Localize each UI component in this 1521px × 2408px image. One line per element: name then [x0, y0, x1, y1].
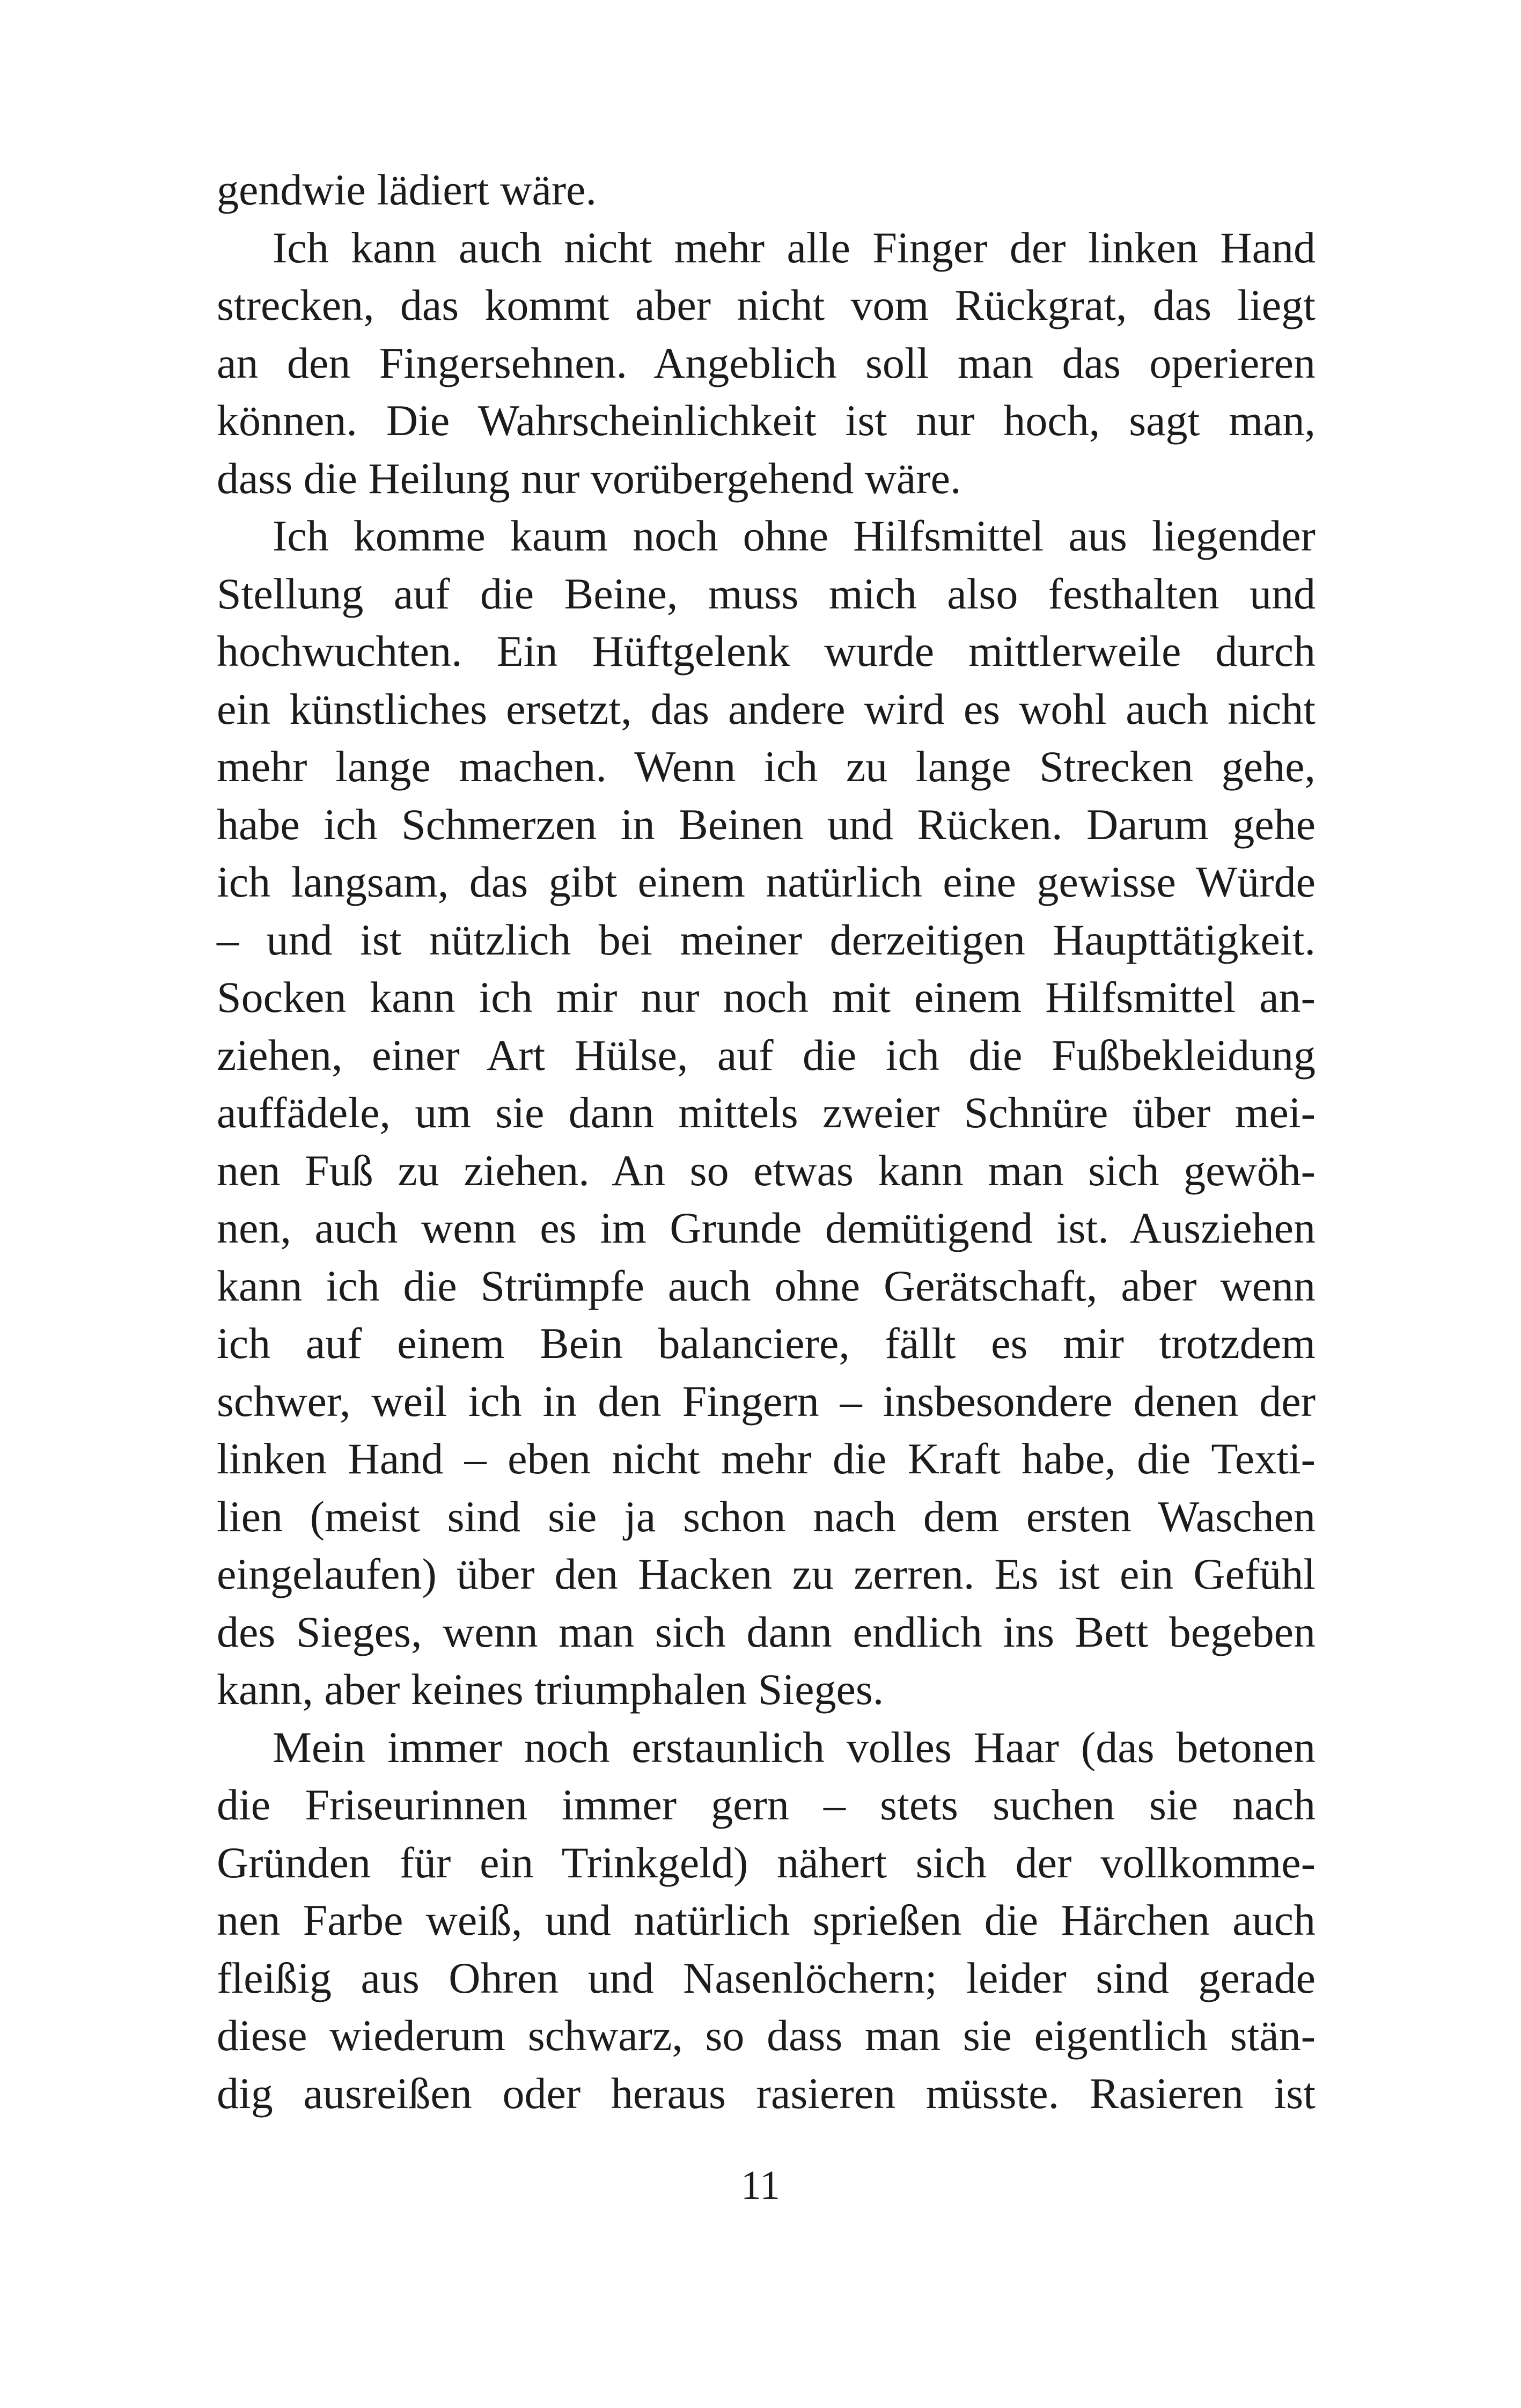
- text-line: auffädele, um sie dann mittels zweier Schnüre über mei-: [217, 1088, 1316, 1137]
- text-line: gendwie lädiert wäre.: [217, 165, 597, 214]
- text-line: ich langsam, das gibt einem natürlich eine gewisse Würde: [217, 857, 1316, 906]
- text-line: diese wiederum schwarz, so dass man sie eigentlich stän-: [217, 2011, 1316, 2060]
- text-line: kann, aber keines triumphalen Sieges.: [217, 1665, 884, 1714]
- text-line: strecken, das kommt aber nicht vom Rückgrat, das liegt: [217, 281, 1316, 329]
- text-line: kann ich die Strümpfe auch ohne Gerätschaft, aber wenn: [217, 1261, 1316, 1310]
- text-line: nen Farbe weiß, und natürlich sprießen die Härchen auch: [217, 1896, 1316, 1944]
- text-line: hochwuchten. Ein Hüftgelenk wurde mittlerweile durch: [217, 627, 1316, 676]
- text-line: des Sieges, wenn man sich dann endlich ins Bett begeben: [217, 1607, 1316, 1656]
- text-line: dass die Heilung nur vorübergehend wäre.: [217, 453, 961, 503]
- text-line: die Friseurinnen immer gern – stets suchen sie nach: [217, 1780, 1316, 1829]
- text-line: an den Fingersehnen. Angeblich soll man das operieren: [217, 338, 1316, 387]
- text-line: mehr lange machen. Wenn ich zu lange Strecken gehe,: [217, 742, 1316, 791]
- text-line: nen, auch wenn es im Grunde demütigend ist. Ausziehen: [217, 1203, 1316, 1252]
- text-line: können. Die Wahrscheinlichkeit ist nur hoch, sagt man,: [217, 396, 1316, 445]
- text-line: Ich kann auch nicht mehr alle Finger der linken Hand: [273, 223, 1316, 272]
- text-line: lien (meist sind sie ja schon nach dem ersten Waschen: [217, 1492, 1316, 1541]
- text-line: ziehen, einer Art Hülse, auf die ich die Fußbekleidung: [217, 1030, 1316, 1080]
- text-line: linken Hand – eben nicht mehr die Kraft habe, die Texti-: [217, 1434, 1316, 1483]
- body-text: [217, 161, 1316, 2122]
- text-line: Ich komme kaum noch ohne Hilfsmittel aus liegender: [273, 511, 1316, 560]
- text-line: Socken kann ich mir nur noch mit einem Hilfsmittel an-: [217, 973, 1316, 1022]
- text-line: ich auf einem Bein balanciere, fällt es mir trotzdem: [217, 1319, 1316, 1368]
- text-line: Mein immer noch erstaunlich volles Haar (das betonen: [273, 1722, 1316, 1772]
- text-line: dig ausreißen oder heraus rasieren müsste. Rasieren ist: [217, 2068, 1316, 2118]
- text-line: schwer, weil ich in den Fingern – insbesondere denen der: [217, 1376, 1316, 1426]
- text-line: ein künstliches ersetzt, das andere wird es wohl auch nicht: [217, 684, 1316, 733]
- text-line: fleißig aus Ohren und Nasenlöchern; leider sind gerade: [217, 1953, 1316, 2002]
- text-line: Gründen für ein Trinkgeld) nähert sich der vollkomme-: [217, 1838, 1316, 1887]
- text-line: eingelaufen) über den Hacken zu zerren. Es ist ein Gefühl: [217, 1550, 1316, 1598]
- text-line: habe ich Schmerzen in Beinen und Rücken. Darum gehe: [217, 799, 1316, 849]
- text-line: Stellung auf die Beine, muss mich also festhalten und: [217, 569, 1316, 618]
- text-line: – und ist nützlich bei meiner derzeitigen Haupttätigkeit.: [217, 915, 1316, 964]
- text-line: nen Fuß zu ziehen. An so etwas kann man sich gewöh-: [217, 1146, 1316, 1195]
- page-number: 11: [740, 2163, 781, 2208]
